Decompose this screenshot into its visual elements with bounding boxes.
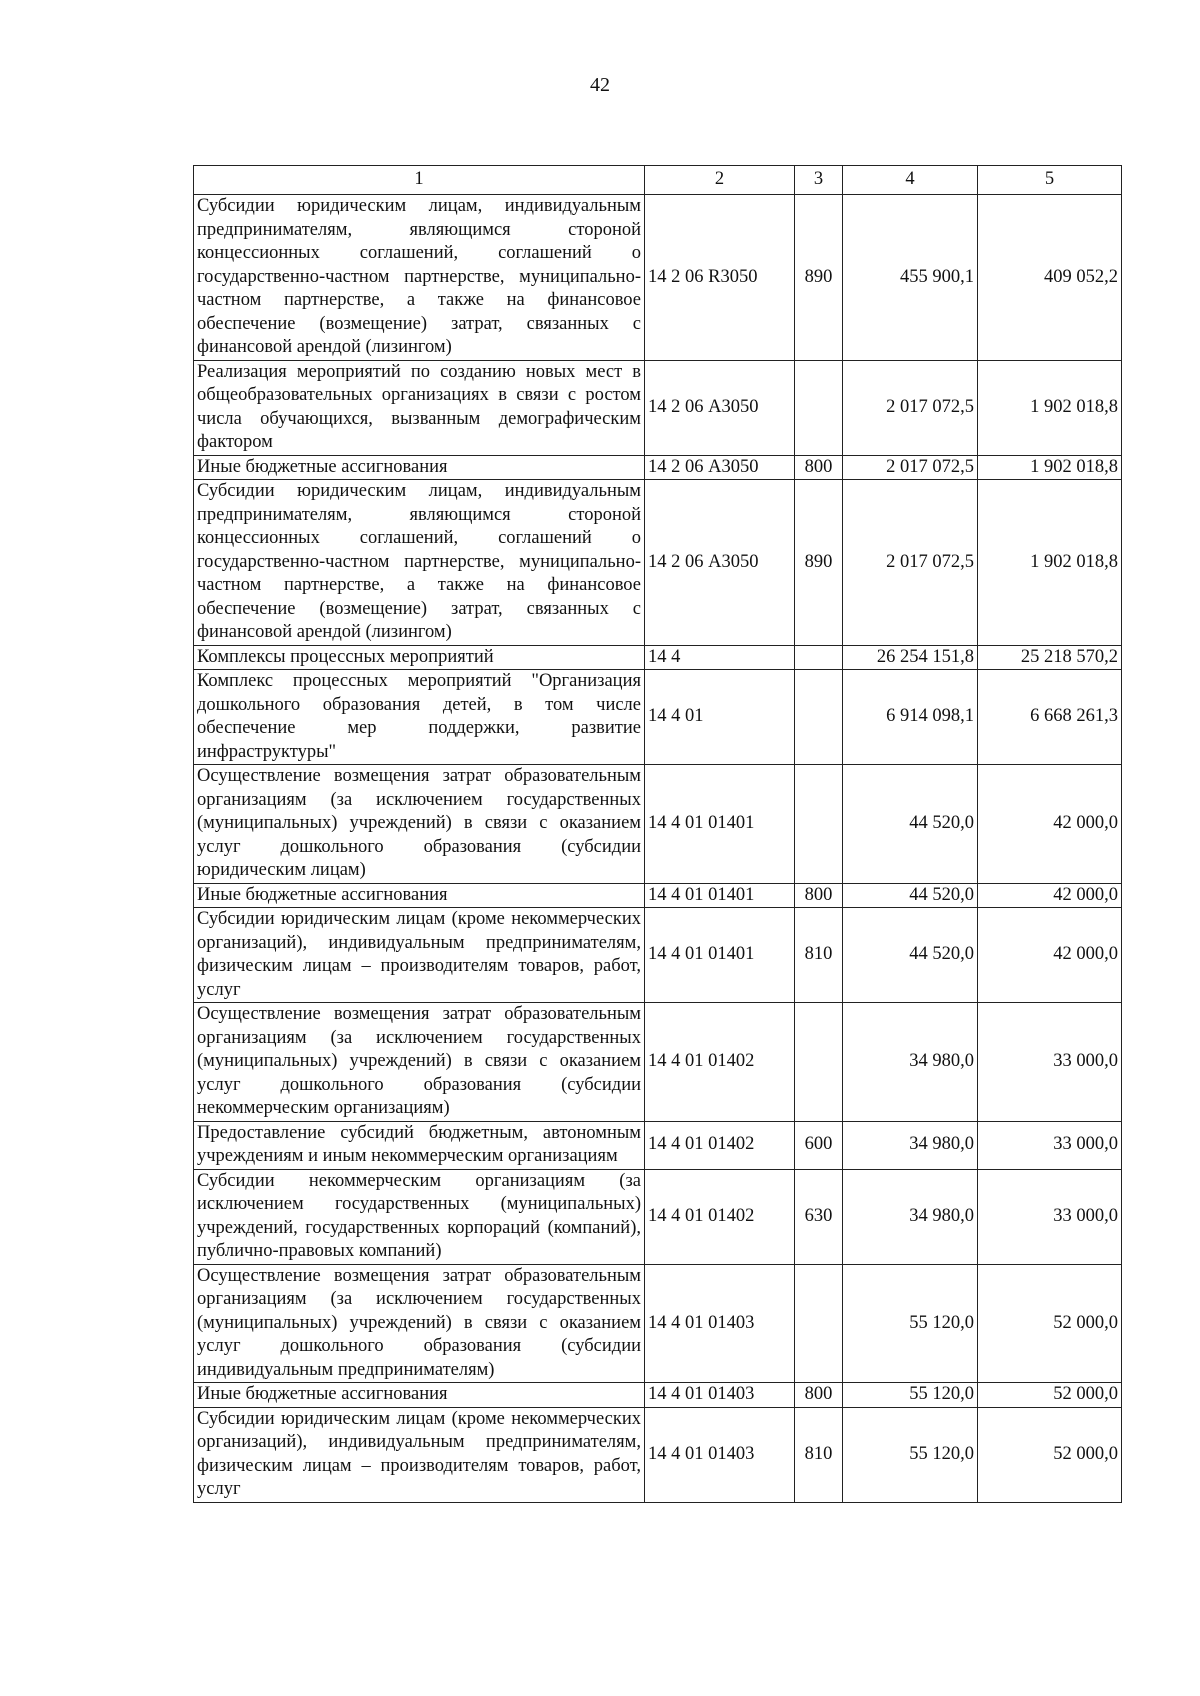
row-expense-type (795, 670, 843, 765)
row-amount-col4: 2 017 072,5 (843, 480, 978, 646)
row-name: Субсидии юридическим лицам (кроме некоммерческих организаций), индивидуальным предпринимателям, физическим лицам – производителям товаров, работ, услуг (194, 908, 645, 1003)
row-amount-col5: 409 052,2 (978, 195, 1122, 361)
row-expense-type (795, 360, 843, 455)
row-amount-col5: 52 000,0 (978, 1383, 1122, 1408)
row-amount-col4: 55 120,0 (843, 1383, 978, 1408)
row-name: Субсидии некоммерческим организациям (за исключением государственных (муниципальных) учреждений, государственных корпораций (компаний), публично-правовых компаний) (194, 1169, 645, 1264)
row-expense-type: 800 (795, 455, 843, 480)
row-expense-type: 810 (795, 1407, 843, 1502)
row-amount-col4: 44 520,0 (843, 765, 978, 884)
table-row (194, 195, 1122, 361)
row-amount-col5: 6 668 261,3 (978, 670, 1122, 765)
column-header-4: 4 (843, 166, 978, 195)
row-expense-type (795, 1264, 843, 1383)
row-amount-col5: 1 902 018,8 (978, 360, 1122, 455)
row-amount-col5: 33 000,0 (978, 1169, 1122, 1264)
budget-table (193, 165, 1122, 1503)
row-name: Осуществление возмещения затрат образовательным организациям (за исключением государственных (муниципальных) учреждений) в связи с оказанием услуг дошкольного образования (субсидии индивидуальным предпринимателям) (194, 1264, 645, 1383)
row-amount-col5: 42 000,0 (978, 908, 1122, 1003)
row-code: 14 2 06 А3050 (645, 360, 795, 455)
row-expense-type (795, 1003, 843, 1122)
row-code: 14 4 01 01402 (645, 1169, 795, 1264)
row-name: Осуществление возмещения затрат образовательным организациям (за исключением государственных (муниципальных) учреждений) в связи с оказанием услуг дошкольного образования (субсидии юридическим лицам) (194, 765, 645, 884)
table-row (194, 1264, 1122, 1383)
column-header-3: 3 (795, 166, 843, 195)
row-name: Реализация мероприятий по созданию новых мест в общеобразовательных организациях в связи с ростом числа обучающихся, вызванным демографическим фактором (194, 360, 645, 455)
table-row (194, 1003, 1122, 1122)
row-code: 14 4 01 01401 (645, 908, 795, 1003)
row-amount-col4: 34 980,0 (843, 1003, 978, 1122)
row-code: 14 4 01 01403 (645, 1383, 795, 1408)
row-code: 14 4 01 (645, 670, 795, 765)
row-expense-type: 890 (795, 195, 843, 361)
row-amount-col4: 34 980,0 (843, 1169, 978, 1264)
table-row (194, 1169, 1122, 1264)
row-amount-col4: 2 017 072,5 (843, 360, 978, 455)
row-amount-col4: 55 120,0 (843, 1264, 978, 1383)
table-row (194, 1121, 1122, 1169)
header-row (194, 166, 1122, 195)
row-code: 14 2 06 R3050 (645, 195, 795, 361)
row-amount-col4: 34 980,0 (843, 1121, 978, 1169)
table-row (194, 645, 1122, 670)
row-amount-col5: 52 000,0 (978, 1264, 1122, 1383)
row-name: Комплекс процессных мероприятий "Организация дошкольного образования детей, в том числе обеспечение мер поддержки, развитие инфраструктуры" (194, 670, 645, 765)
table-row (194, 670, 1122, 765)
table-header (194, 166, 1122, 195)
row-amount-col4: 55 120,0 (843, 1407, 978, 1502)
row-expense-type (795, 645, 843, 670)
row-amount-col4: 455 900,1 (843, 195, 978, 361)
row-amount-col4: 44 520,0 (843, 883, 978, 908)
column-header-1: 1 (194, 166, 645, 195)
page-number: 42 (590, 74, 610, 96)
table-row (194, 360, 1122, 455)
row-name: Иные бюджетные ассигнования (194, 883, 645, 908)
column-header-5: 5 (978, 166, 1122, 195)
row-code: 14 4 01 01401 (645, 883, 795, 908)
row-name: Иные бюджетные ассигнования (194, 1383, 645, 1408)
table-body (194, 195, 1122, 1503)
row-code: 14 4 (645, 645, 795, 670)
row-expense-type (795, 765, 843, 884)
row-amount-col4: 6 914 098,1 (843, 670, 978, 765)
row-amount-col5: 1 902 018,8 (978, 480, 1122, 646)
table-row (194, 765, 1122, 884)
row-code: 14 2 06 А3050 (645, 455, 795, 480)
row-amount-col5: 42 000,0 (978, 883, 1122, 908)
row-expense-type: 810 (795, 908, 843, 1003)
table-row (194, 1407, 1122, 1502)
row-amount-col4: 2 017 072,5 (843, 455, 978, 480)
row-amount-col5: 1 902 018,8 (978, 455, 1122, 480)
row-name: Субсидии юридическим лицам (кроме некоммерческих организаций), индивидуальным предпринимателям, физическим лицам – производителям товаров, работ, услуг (194, 1407, 645, 1502)
row-expense-type: 600 (795, 1121, 843, 1169)
row-name: Предоставление субсидий бюджетным, автономным учреждениям и иным некоммерческим организациям (194, 1121, 645, 1169)
row-name: Иные бюджетные ассигнования (194, 455, 645, 480)
row-amount-col5: 33 000,0 (978, 1003, 1122, 1122)
row-amount-col5: 25 218 570,2 (978, 645, 1122, 670)
row-expense-type: 800 (795, 883, 843, 908)
table-row (194, 883, 1122, 908)
row-code: 14 4 01 01403 (645, 1264, 795, 1383)
row-name: Субсидии юридическим лицам, индивидуальным предпринимателям, являющимся стороной концессионных соглашений, соглашений о государственно-частном партнерстве, муниципально-частном партнерстве, а также на финансовое обеспечение (возмещение) затрат, связанных с финансовой арендой (лизингом) (194, 480, 645, 646)
row-amount-col5: 52 000,0 (978, 1407, 1122, 1502)
row-code: 14 4 01 01401 (645, 765, 795, 884)
row-amount-col5: 33 000,0 (978, 1121, 1122, 1169)
row-amount-col4: 44 520,0 (843, 908, 978, 1003)
row-expense-type: 800 (795, 1383, 843, 1408)
row-code: 14 4 01 01402 (645, 1121, 795, 1169)
row-name: Субсидии юридическим лицам, индивидуальным предпринимателям, являющимся стороной концессионных соглашений, соглашений о государственно-частном партнерстве, муниципально-частном партнерстве, а также на финансовое обеспечение (возмещение) затрат, связанных с финансовой арендой (лизингом) (194, 195, 645, 361)
row-code: 14 4 01 01402 (645, 1003, 795, 1122)
row-name: Комплексы процессных мероприятий (194, 645, 645, 670)
table-row (194, 455, 1122, 480)
row-amount-col4: 26 254 151,8 (843, 645, 978, 670)
row-amount-col5: 42 000,0 (978, 765, 1122, 884)
column-header-2: 2 (645, 166, 795, 195)
row-expense-type: 890 (795, 480, 843, 646)
row-code: 14 2 06 А3050 (645, 480, 795, 646)
table-row (194, 1383, 1122, 1408)
table-row (194, 908, 1122, 1003)
row-expense-type: 630 (795, 1169, 843, 1264)
table-row (194, 480, 1122, 646)
row-name: Осуществление возмещения затрат образовательным организациям (за исключением государственных (муниципальных) учреждений) в связи с оказанием услуг дошкольного образования (субсидии некоммерческим организациям) (194, 1003, 645, 1122)
row-code: 14 4 01 01403 (645, 1407, 795, 1502)
